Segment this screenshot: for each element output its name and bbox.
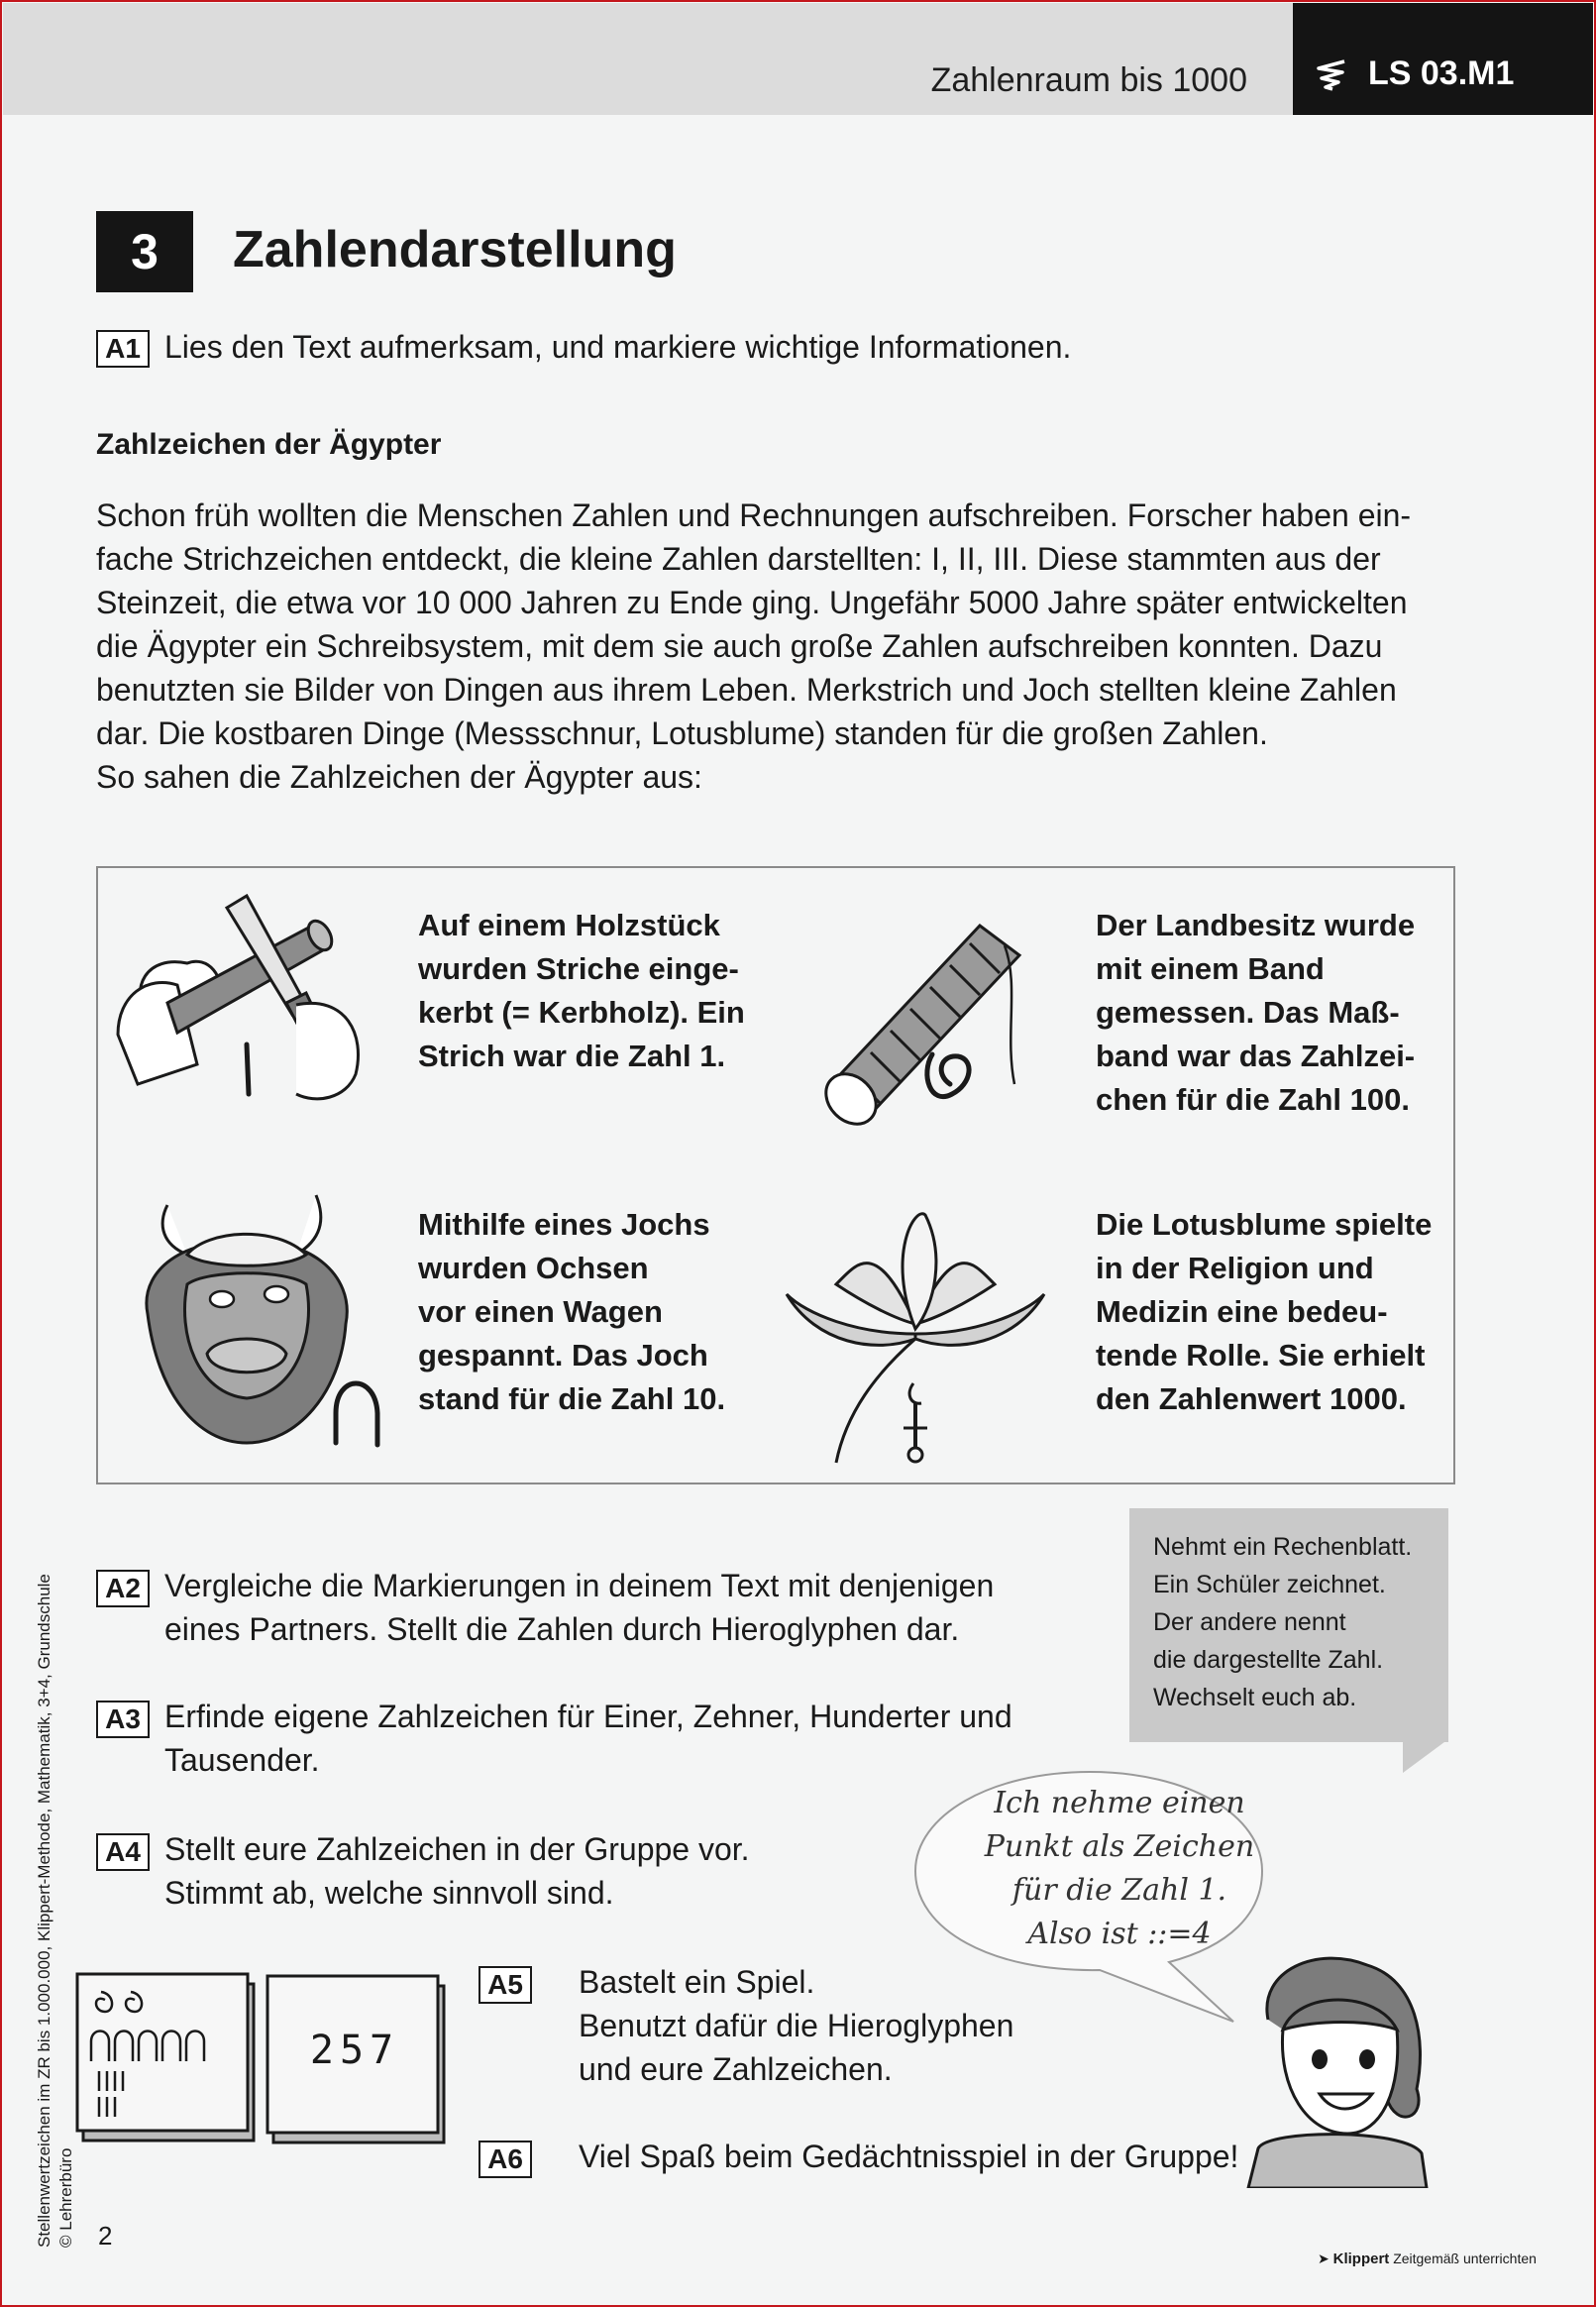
section-title: Zahlendarstellung	[233, 221, 677, 278]
task-label-a2: A2	[96, 1570, 150, 1607]
intro-line: die Ägypter ein Schreibsystem, mit dem sie auch große Zahlen aufschreiben konnten. Dazu	[96, 628, 1383, 664]
task-line: Erfinde eigene Zahlzeichen für Einer, Zehner, Hunderter und	[164, 1699, 1012, 1734]
intro-line: dar. Die kostbaren Dinge (Messschnur, Lotusblume) standen für die großen Zahlen.	[96, 715, 1268, 751]
task-text-a6: Viel Spaß beim Gedächtnisspiel in der Gruppe!	[579, 2139, 1239, 2174]
task-text-a2	[164, 1564, 994, 1651]
task-line: Stimmt ab, welche sinnvoll sind.	[164, 1875, 614, 1911]
intro-line: Steinzeit, die etwa vor 10 000 Jahren zu Ende ging. Ungefähr 5000 Jahre später entwickelten	[96, 585, 1408, 620]
brand-name: Klippert	[1332, 2251, 1390, 2267]
footer-brand	[1318, 2251, 1537, 2267]
task-text-a3	[164, 1695, 1012, 1782]
task-label-a3: A3	[96, 1701, 150, 1738]
klippert-swirl-icon	[1317, 58, 1346, 92]
task-text-a5	[579, 1960, 1013, 2091]
task-line: Tausender.	[164, 1742, 320, 1778]
lotus-symbol-icon	[904, 1383, 927, 1462]
girl-illustration	[1228, 1950, 1446, 2188]
rope-coil-symbol-icon	[927, 1054, 969, 1097]
material-code: LS 03.M1	[1368, 55, 1515, 92]
hint-box-tail	[1403, 1739, 1448, 1773]
ox-illustration	[147, 1195, 347, 1443]
klippert-logo-icon: ➤	[1318, 2251, 1333, 2266]
hint-text: Nehmt ein Rechenblatt. Ein Schüler zeichnet. Der andere nennt die dargestellte Zahl. Wechselt euch ab.	[1153, 1533, 1413, 1711]
text-kerbholz: Auf einem Holzstück wurden Striche einge- kerbt (= Kerbholz). Ein Strich war die Zahl 1.	[418, 908, 745, 1073]
text-joch: Mithilfe eines Jochs wurden Ochsen vor einen Wagen gespannt. Das Joch stand für die Zahl 10.	[418, 1207, 726, 1416]
task-line: und eure Zahlzeichen.	[579, 2051, 893, 2087]
subheading: Zahlzeichen der Ägypter	[96, 428, 442, 461]
header-title: Zahlenraum bis 1000	[930, 61, 1247, 99]
speech-bubble-text: Ich nehme einen Punkt als Zeichen für die Zahl 1. Also ist ::=4	[984, 1786, 1255, 1951]
side-citation	[34, 1574, 77, 2248]
intro-paragraph	[96, 494, 1463, 799]
task-text-a1: Lies den Text aufmerksam, und markiere wichtige Informationen.	[164, 329, 1072, 365]
intro-line: Schon früh wollten die Menschen Zahlen und Rechnungen aufschreiben. Forscher haben ein-	[96, 497, 1412, 533]
task-line: Bastelt ein Spiel.	[579, 1964, 815, 2000]
task-label-a5: A5	[479, 1966, 532, 2004]
page-number: 2	[98, 2221, 113, 2251]
task-line: Benutzt dafür die Hieroglyphen	[579, 2008, 1014, 2043]
hieroglyph-card	[77, 1974, 254, 2141]
task-label-a1: A1	[96, 330, 150, 368]
task-label-a4: A4	[96, 1833, 150, 1871]
yoke-symbol-icon	[336, 1383, 377, 1445]
kerbholz-illustration	[108, 886, 385, 1124]
number-card-value: 257	[309, 2028, 400, 2073]
task-line: Vergleiche die Markierungen in deinem Text mit denjenigen	[164, 1568, 995, 1603]
task-line: eines Partners. Stellt die Zahlen durch Hieroglyphen dar.	[164, 1611, 960, 1647]
task-label-a6: A6	[479, 2141, 532, 2178]
task-text-a4	[164, 1827, 750, 1915]
section-number: 3	[96, 211, 193, 292]
measuring-band-illustration	[816, 926, 1019, 1134]
intro-line: So sahen die Zahlzeichen der Ägypter aus:	[96, 759, 702, 795]
task-line: Stellt eure Zahlzeichen in der Gruppe vor.	[164, 1831, 750, 1867]
hint-box	[1129, 1508, 1448, 1742]
brand-tagline: Zeitgemäß unterrichten	[1393, 2251, 1537, 2266]
text-messband: Der Landbesitz wurde mit einem Band gemessen. Das Maß- band war das Zahlzei- chen für die Zahl 100.	[1096, 908, 1416, 1117]
text-lotus: Die Lotusblume spielte in der Religion und Medizin eine bedeu- tende Rolle. Sie erhielt den Zahlenwert 1000.	[1096, 1207, 1433, 1416]
side-citation-line: Stellenwertzeichen im ZR bis 1.000.000, Klippert-Methode, Mathematik, 3+4, Grundschule	[35, 1574, 53, 2248]
hieroglyph-box	[96, 866, 1455, 1484]
intro-line: benutzten sie Bilder von Dingen aus ihrem Leben. Merkstrich und Joch stellten kleine Zahlen	[96, 672, 1397, 708]
header-code-box	[1293, 3, 1593, 115]
side-citation-line: © Lehrerbüro	[56, 2147, 75, 2248]
intro-line: fache Strichzeichen entdeckt, die kleine Zahlen darstellten: I, II, III. Diese stammten aus der	[96, 541, 1381, 577]
